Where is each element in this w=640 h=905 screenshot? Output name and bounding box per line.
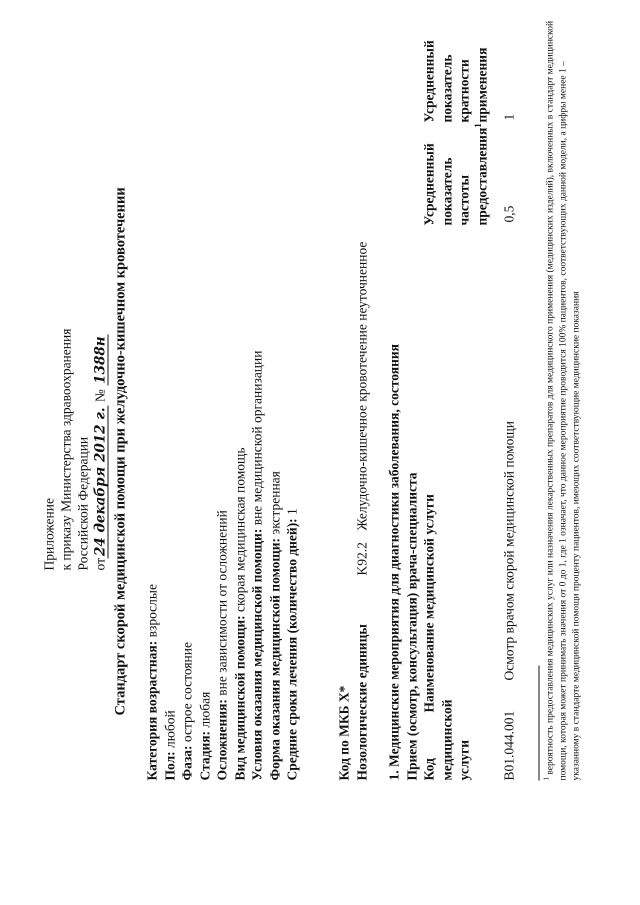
parameter-value: 1 bbox=[284, 507, 299, 515]
header-multiplicity-line: показатель bbox=[438, 53, 454, 122]
service-frequency: 0,5 bbox=[501, 205, 516, 222]
order-prefix: от bbox=[92, 557, 107, 570]
parameter-label: Категория возрастная: bbox=[144, 640, 159, 780]
nosology-label: Нозологические единицы bbox=[353, 623, 369, 780]
nosology-name: Желудочно-кишечное кровотечение неуточненное bbox=[353, 241, 369, 530]
parameter-label: Вид медицинской помощи: bbox=[231, 614, 247, 780]
header-frequency bbox=[420, 115, 490, 225]
parameter-row bbox=[143, 350, 161, 780]
parameter-value: экстренная bbox=[266, 470, 282, 535]
parameter-value: скорая медицинская помощь bbox=[231, 446, 247, 612]
footnote-text: вероятность предоставления медицинских услуг или назначения лекарственных препаратов для медицинского применения (медицинских изделий), включенных в стандарт медицинской помощи, которая может принимать значения от 0 до 1, где 1 означает, что данное мероприятие проводится 100% пациентов, соответствующих данной модели, а цифры менее 1 – указанному в стандарте медицинской помощи проценту пациентов, имеющих соответствующие медицинские показания bbox=[545, 20, 581, 780]
document-title: Стандарт скорой медицинской помощи при желудочно-кишечном кровотечении bbox=[112, 186, 128, 715]
parameter-label: Средние сроки лечения (количество дней): bbox=[284, 517, 299, 780]
parameter-value: взрослые bbox=[144, 583, 159, 637]
header-multiplicity-line: применения bbox=[473, 47, 489, 122]
section-title: 1. Медицинские мероприятия для диагностики заболевания, состояния bbox=[386, 343, 401, 780]
parameter-value: любой bbox=[161, 709, 177, 748]
parameter-row bbox=[283, 350, 301, 780]
header-code-line: Код bbox=[421, 757, 436, 780]
appendix-line: Российской Федерации bbox=[75, 436, 90, 570]
parameter-row bbox=[196, 350, 214, 780]
service-code: B01.044.001 bbox=[501, 710, 516, 780]
nosology-code: K92.2 bbox=[353, 541, 369, 575]
parameter-label: Фаза: bbox=[179, 744, 194, 780]
parameter-row bbox=[266, 350, 284, 780]
parameter-row bbox=[178, 350, 196, 780]
order-number-label: № bbox=[92, 388, 107, 402]
section-1 bbox=[385, 344, 420, 780]
appendix-line: Приложение bbox=[41, 497, 56, 570]
mkb-heading: Код по МКБ X* bbox=[336, 685, 351, 780]
parameter-label: Форма оказания медицинской помощи: bbox=[266, 537, 282, 780]
parameter-value: вне медицинской организации bbox=[249, 350, 264, 525]
footnote-mark: 1 bbox=[541, 776, 550, 780]
nosology-row bbox=[353, 241, 371, 780]
parameter-value: любая bbox=[196, 691, 212, 728]
parameter-row bbox=[231, 350, 249, 780]
appendix-line: к приказу Министерства здравоохранения bbox=[58, 328, 73, 570]
parameter-label: Стадия: bbox=[196, 730, 212, 780]
service-multiplicity: 1 bbox=[501, 113, 516, 120]
header-frequency-line: частоты bbox=[456, 174, 471, 225]
parameter-label: Осложнения: bbox=[214, 698, 229, 780]
footnote-ref: 1 bbox=[472, 122, 482, 128]
parameter-row bbox=[248, 350, 266, 780]
header-multiplicity bbox=[420, 12, 490, 122]
parameter-label: Пол: bbox=[161, 750, 177, 780]
footnote-divider bbox=[538, 665, 539, 780]
parameter-value: вне зависимости от осложнений bbox=[214, 509, 229, 696]
parameter-label: Условия оказания медицинской помощи: bbox=[249, 528, 264, 780]
order-number: 1388н bbox=[92, 335, 108, 384]
footnote bbox=[541, 20, 583, 780]
order-date: 24 декабря 2012 г. bbox=[92, 406, 108, 556]
appendix-block bbox=[40, 328, 108, 570]
order-line bbox=[91, 328, 108, 570]
header-code-line: услуги bbox=[456, 739, 471, 780]
mkb-block bbox=[335, 241, 370, 780]
header-multiplicity-line: кратности bbox=[456, 58, 471, 122]
table-row bbox=[500, 20, 518, 780]
section-subtitle: Прием (осмотр, консультация) врача-специалиста bbox=[403, 471, 419, 780]
standard-parameters bbox=[143, 350, 301, 780]
header-multiplicity-line: Усредненный bbox=[421, 39, 436, 122]
parameter-row bbox=[213, 350, 231, 780]
parameter-value: острое состояние bbox=[179, 641, 194, 742]
header-frequency-line: Усредненный bbox=[421, 142, 436, 225]
parameter-row bbox=[161, 350, 179, 780]
header-frequency-text: предоставления bbox=[473, 127, 489, 225]
header-frequency-line: показатель bbox=[438, 156, 454, 225]
header-frequency-line bbox=[473, 115, 491, 225]
header-code-line: медицинской bbox=[438, 698, 454, 780]
service-name: Осмотр врачом скорой медицинской помощи bbox=[501, 420, 516, 680]
header-name: Наименование медицинской услуги bbox=[421, 493, 436, 712]
